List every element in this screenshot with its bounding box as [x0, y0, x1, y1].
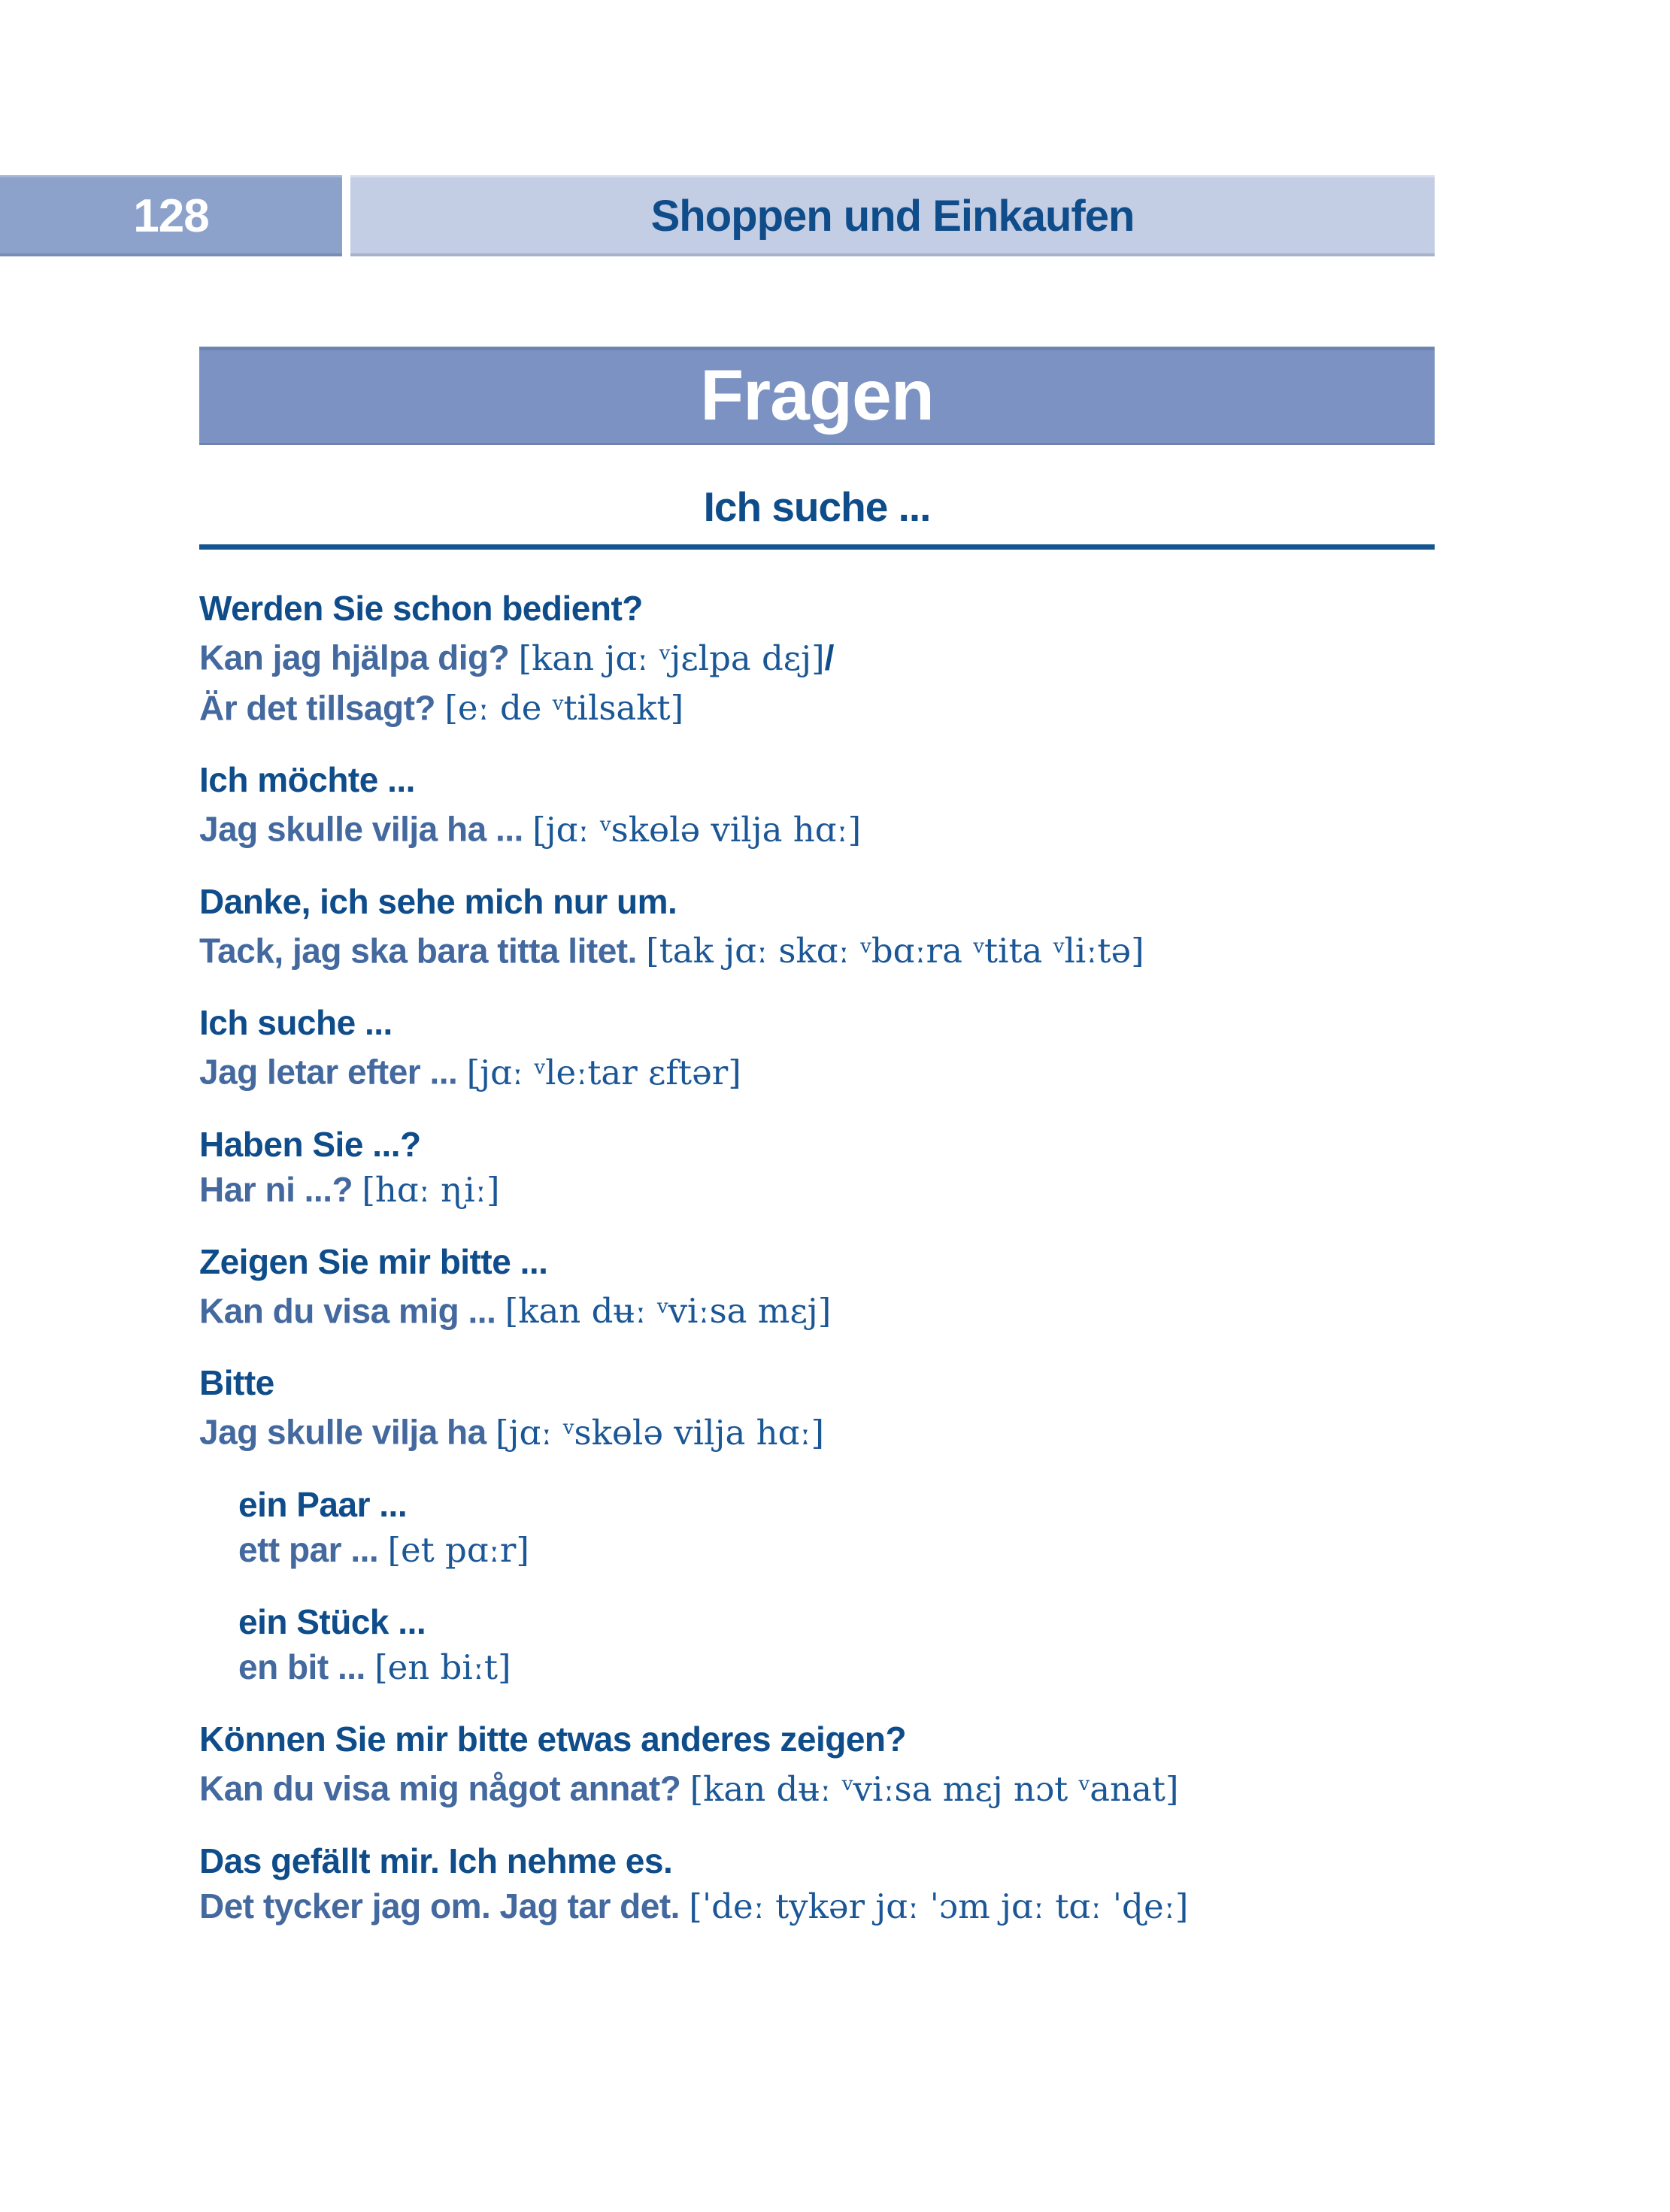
phrase-line — [199, 1045, 1435, 1095]
phrase-segment-ipa: [kan jɑː vjɛlpa dɛj] — [518, 638, 824, 678]
phrase-segment-sv: Har ni ...? — [199, 1169, 362, 1209]
phrase-segment-de: Bitte — [199, 1363, 274, 1403]
phrase-segment-ipa: [kan dʉː vviːsa mɛj nɔt vanat] — [690, 1769, 1179, 1809]
section-banner — [199, 347, 1435, 445]
chapter-title: Shoppen und Einkaufen — [650, 191, 1135, 241]
phrase-line — [199, 802, 1435, 853]
phrase-line — [199, 757, 1435, 802]
banner-title: Fragen — [700, 356, 934, 435]
phrase-segment-slash: / — [824, 638, 835, 677]
phrase-segment-de: Ich möchte ... — [199, 760, 415, 800]
tone-accent-mark: v — [1078, 1772, 1090, 1795]
phrase-segment-sv: ett par ... — [238, 1529, 388, 1569]
phrase-segment-de: ein Paar ... — [238, 1484, 408, 1524]
phrase-line — [199, 1838, 1435, 1883]
chapter-title-box — [350, 175, 1435, 256]
content-column — [199, 483, 1435, 1956]
phrase-segment-ipa: [tak jɑː skɑː vbɑːra vtita vliːtə] — [646, 931, 1144, 971]
phrase-entry — [238, 1482, 1435, 1573]
phrase-line — [199, 1122, 1435, 1167]
phrase-segment-sv: Kan jag hjälpa dig? — [199, 638, 519, 677]
tone-accent-mark: v — [973, 935, 984, 958]
phrase-segment-de: Danke, ich sehe mich nur um. — [199, 881, 677, 921]
tone-accent-mark: v — [552, 692, 564, 715]
phrase-entry — [199, 1838, 1435, 1929]
tone-accent-mark: v — [599, 814, 611, 837]
phrase-line — [199, 1284, 1435, 1335]
phrase-line — [199, 1762, 1435, 1812]
tone-accent-mark: v — [659, 642, 671, 665]
page-number-box — [0, 175, 342, 256]
phrase-line — [199, 1000, 1435, 1045]
tone-accent-mark: v — [860, 935, 871, 958]
phrase-segment-sv: Det tycker jag om. Jag tar det. — [199, 1886, 690, 1926]
phrase-segment-sv: Jag skulle vilja ha — [199, 1412, 496, 1452]
phrase-segment-sv: Jag skulle vilja ha ... — [199, 809, 533, 849]
phrase-segment-de: Können Sie mir bitte etwas anderes zeigen? — [199, 1719, 907, 1759]
phrase-entry — [199, 1717, 1435, 1812]
tone-accent-mark: v — [562, 1417, 574, 1440]
phrase-line — [199, 924, 1435, 974]
phrase-segment-ipa: [kan dʉː vviːsa mɛj] — [505, 1291, 832, 1331]
phrase-line — [199, 631, 1435, 681]
phrase-segment-sv: Kan du visa mig ... — [199, 1291, 505, 1331]
phrase-segment-sv: Kan du visa mig något annat? — [199, 1768, 690, 1808]
phrase-segment-ipa: [eː de vtilsakt] — [444, 688, 683, 728]
phrase-entry — [199, 1239, 1435, 1335]
tone-accent-mark: v — [1053, 935, 1065, 958]
phrase-entry — [199, 1360, 1435, 1456]
phrase-line — [199, 1167, 1435, 1213]
phrase-segment-ipa: [jɑː vskɵlə vilja hɑː] — [532, 810, 861, 850]
page-number: 128 — [133, 189, 209, 242]
phrase-line — [238, 1482, 1435, 1527]
phrase-entry — [238, 1599, 1435, 1690]
tone-accent-mark: v — [841, 1772, 853, 1795]
phrase-line — [199, 1883, 1435, 1929]
phrase-segment-de: Werden Sie schon bedient? — [199, 589, 643, 628]
phrase-segment-de: Ich suche ... — [199, 1003, 392, 1043]
phrase-segment-ipa: [hɑː ɳiː] — [362, 1169, 500, 1210]
header-divider — [342, 175, 350, 256]
phrase-entry — [199, 879, 1435, 974]
phrase-segment-ipa: [et pɑːr] — [387, 1529, 529, 1570]
section-heading: Ich suche ... — [703, 483, 931, 530]
phrase-entry — [199, 586, 1435, 731]
phrase-segment-de: ein Stück ... — [238, 1601, 426, 1641]
phrase-segment-sv: Tack, jag ska bara titta litet. — [199, 931, 647, 971]
phrase-line — [238, 1644, 1435, 1690]
phrase-segment-ipa: [jɑː vleːtar ɛftər] — [467, 1053, 741, 1092]
phrase-entry — [199, 1000, 1435, 1095]
phrase-list — [199, 586, 1435, 1929]
phrase-segment-sv: en bit ... — [238, 1647, 375, 1686]
running-header — [0, 175, 1435, 256]
phrase-line — [238, 1599, 1435, 1644]
tone-accent-mark: v — [656, 1295, 668, 1318]
phrase-segment-de: Zeigen Sie mir bitte ... — [199, 1241, 548, 1281]
phrase-segment-sv: Jag letar efter ... — [199, 1052, 467, 1092]
phrase-entry — [199, 1122, 1435, 1213]
phrase-segment-de: Das gefällt mir. Ich nehme es. — [199, 1841, 673, 1880]
phrase-line — [199, 879, 1435, 924]
phrase-line — [199, 1717, 1435, 1762]
phrase-segment-de: Haben Sie ...? — [199, 1124, 421, 1164]
phrase-segment-ipa: [jɑː vskɵlə vilja hɑː] — [496, 1413, 824, 1453]
phrase-line — [199, 1360, 1435, 1405]
phrase-line — [199, 1405, 1435, 1456]
tone-accent-mark: v — [534, 1056, 546, 1080]
phrase-line — [199, 681, 1435, 732]
phrase-line — [199, 586, 1435, 631]
section-rule — [199, 544, 1435, 550]
phrase-line — [238, 1527, 1435, 1573]
phrase-segment-ipa: [ˈdeː tykər jɑː ˈɔm jɑː tɑː ˈɖeː] — [689, 1886, 1189, 1926]
phrase-segment-ipa: [en biːt] — [374, 1647, 511, 1687]
phrase-line — [199, 1239, 1435, 1284]
phrase-segment-sv: Är det tillsagt? — [199, 688, 445, 728]
phrase-entry — [199, 757, 1435, 853]
